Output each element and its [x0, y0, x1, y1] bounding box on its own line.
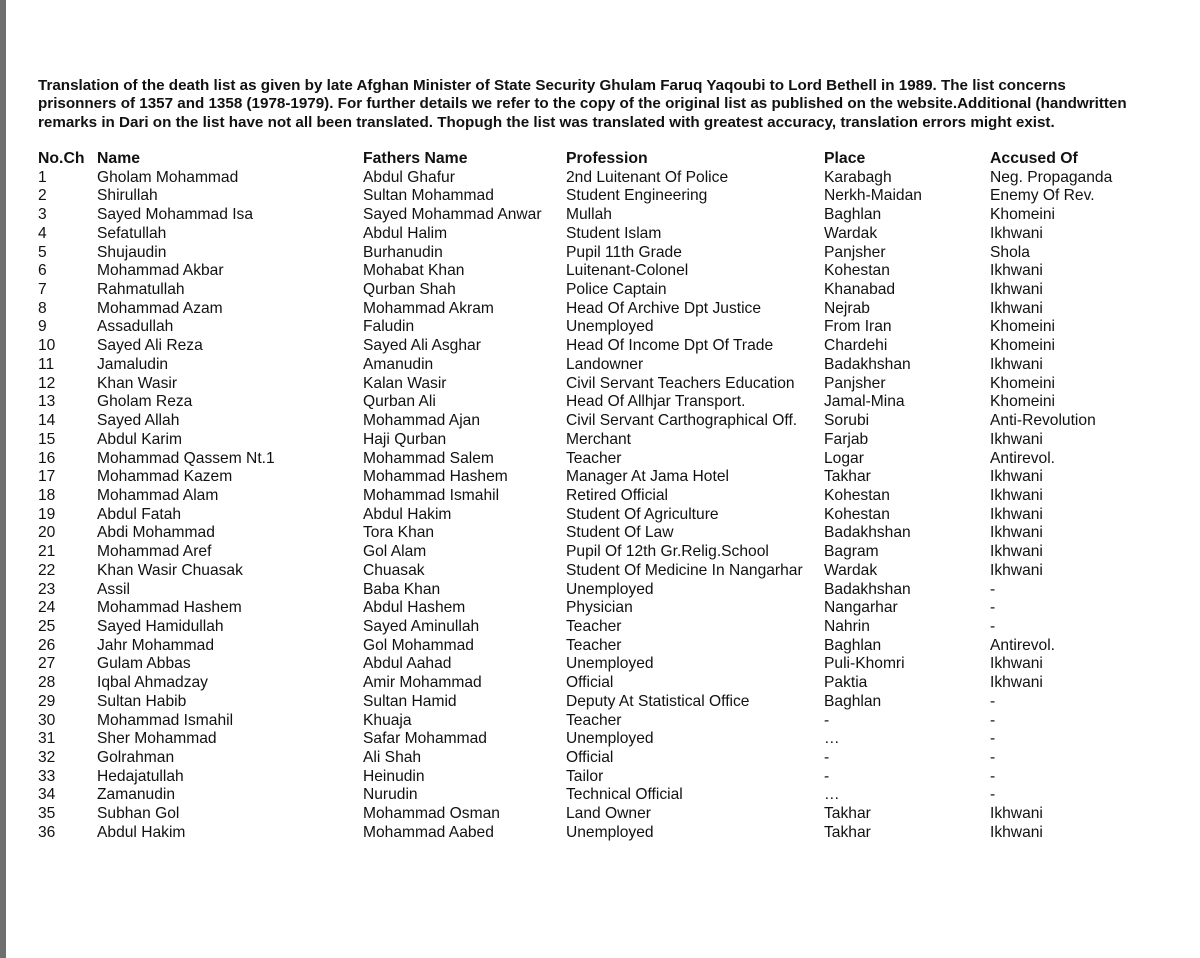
cell-name: Jamaludin	[97, 355, 169, 373]
table-row	[0, 768, 1200, 787]
table-row	[0, 337, 1200, 356]
cell-profession: Student Islam	[566, 224, 662, 242]
cell-fathers-name: Sultan Mohammad	[363, 187, 494, 205]
cell-no: 33	[38, 767, 56, 785]
cell-accused-of: Ikhwani	[990, 281, 1043, 299]
intro-line: prisonners of 1357 and 1358 (1978-1979). For further details we refer to the copy of the original list as published on the website.Additional (handwritten	[38, 95, 1127, 113]
cell-fathers-name: Burhanudin	[363, 243, 443, 261]
cell-no: 34	[38, 786, 56, 804]
cell-profession: Tailor	[566, 767, 604, 785]
cell-profession: Unemployed	[566, 823, 654, 841]
cell-no: 12	[38, 374, 56, 392]
table-row	[0, 599, 1200, 618]
table-row	[0, 169, 1200, 188]
cell-name: Sayed Mohammad Isa	[97, 206, 254, 224]
cell-fathers-name: Gol Mohammad	[363, 636, 474, 654]
cell-accused-of: -	[990, 767, 996, 785]
table-row	[0, 786, 1200, 805]
cell-no: 30	[38, 711, 56, 729]
cell-profession: Technical Official	[566, 786, 683, 804]
cell-no: 14	[38, 412, 56, 430]
cell-accused-of: Ikhwani	[990, 430, 1043, 448]
cell-place: Badakhshan	[824, 355, 911, 373]
intro-line: Translation of the death list as given by late Afghan Minister of State Security Ghulam Faruq Yaqoubi to Lord Bethell in 1989. The list concerns	[38, 77, 1066, 94]
cell-name: Shirullah	[97, 187, 158, 205]
cell-no: 11	[38, 355, 55, 373]
cell-accused-of: Antirevol.	[990, 636, 1056, 654]
cell-no: 21	[38, 543, 56, 561]
cell-place: Badakhshan	[824, 524, 911, 542]
cell-name: Mohammad Aref	[97, 543, 212, 561]
header-name: Name	[97, 150, 141, 167]
cell-accused-of: -	[990, 692, 996, 710]
cell-profession: Manager At Jama Hotel	[566, 468, 729, 486]
cell-profession: Teacher	[566, 636, 622, 654]
table-row	[0, 543, 1200, 562]
cell-accused-of: Neg. Propaganda	[990, 168, 1113, 186]
cell-name: Sayed Ali Reza	[97, 337, 203, 355]
cell-profession: Official	[566, 749, 614, 766]
cell-no: 3	[38, 206, 47, 224]
cell-name: Mohammad Hashem	[97, 599, 242, 617]
intro-line: remarks in Dari on the list have not all been translated. Thopugh the list was translated with greatest accuracy, translation errors might exist.	[38, 113, 1055, 131]
cell-place: Jamal-Mina	[824, 393, 905, 411]
cell-accused-of: Khomeini	[990, 374, 1056, 392]
cell-place: Chardehi	[824, 337, 888, 355]
cell-profession: Head Of Allhjar Transport.	[566, 393, 746, 411]
cell-accused-of: Shola	[990, 243, 1030, 261]
cell-place: Kohestan	[824, 505, 890, 523]
cell-fathers-name: Baba Khan	[363, 580, 441, 598]
table-header-row	[0, 150, 1200, 169]
cell-fathers-name: Mohammad Ajan	[363, 412, 481, 430]
table-row	[0, 824, 1200, 843]
cell-name: Abdul Hakim	[97, 823, 186, 841]
cell-name: Iqbal Ahmadzay	[97, 674, 208, 692]
cell-accused-of: Ikhwani	[990, 224, 1043, 242]
cell-place: Takhar	[824, 805, 871, 823]
cell-place: Kohestan	[824, 486, 890, 504]
cell-no: 29	[38, 692, 56, 710]
cell-fathers-name: Gol Alam	[363, 543, 427, 561]
cell-name: Rahmatullah	[97, 281, 185, 299]
table-row	[0, 506, 1200, 525]
header-no: No.Ch	[38, 150, 85, 167]
cell-fathers-name: Safar Mohammad	[363, 730, 487, 748]
cell-name: Zamanudin	[97, 786, 176, 804]
cell-place: Panjsher	[824, 243, 886, 261]
table-row	[0, 562, 1200, 581]
cell-no: 2	[38, 187, 47, 205]
cell-profession: Student Of Medicine In Nangarhar	[566, 561, 803, 579]
cell-profession: Police Captain	[566, 281, 667, 299]
cell-fathers-name: Ali Shah	[363, 749, 422, 766]
cell-place: Wardak	[824, 561, 878, 579]
table-row	[0, 693, 1200, 712]
table-row	[0, 206, 1200, 225]
cell-fathers-name: Mohammad Akram	[363, 299, 494, 317]
cell-name: Khan Wasir	[97, 374, 178, 392]
cell-place: Logar	[824, 449, 864, 467]
cell-place: Panjsher	[824, 374, 886, 392]
table-row	[0, 356, 1200, 375]
cell-place: Takhar	[824, 468, 871, 486]
cell-place: Karabagh	[824, 168, 892, 186]
cell-name: Abdi Mohammad	[97, 524, 215, 542]
cell-no: 10	[38, 337, 56, 355]
table-row	[0, 487, 1200, 506]
table-row	[0, 225, 1200, 244]
table-row	[0, 730, 1200, 749]
cell-place: Sorubi	[824, 412, 870, 430]
cell-fathers-name: Abdul Hakim	[363, 505, 452, 523]
table-row	[0, 393, 1200, 412]
cell-accused-of: Ikhwani	[990, 655, 1043, 673]
cell-name: Mohammad Kazem	[97, 468, 233, 486]
cell-profession: Land Owner	[566, 805, 651, 823]
cell-name: Assadullah	[97, 318, 174, 336]
cell-place: …	[824, 730, 840, 748]
cell-accused-of: -	[990, 711, 996, 729]
cell-fathers-name: Khuaja	[363, 711, 412, 729]
table-row	[0, 674, 1200, 693]
cell-name: Mohammad Akbar	[97, 262, 224, 280]
table-row	[0, 450, 1200, 469]
cell-accused-of: Enemy Of Rev.	[990, 187, 1095, 205]
cell-fathers-name: Kalan Wasir	[363, 374, 447, 392]
cell-place: Badakhshan	[824, 580, 911, 598]
cell-profession: Civil Servant Carthographical Off.	[566, 412, 798, 430]
table-row	[0, 581, 1200, 600]
cell-fathers-name: Qurban Shah	[363, 281, 456, 299]
cell-accused-of: Ikhwani	[990, 299, 1043, 317]
cell-place: Farjab	[824, 430, 869, 448]
cell-name: Hedajatullah	[97, 767, 184, 785]
cell-place: Nangarhar	[824, 599, 898, 617]
cell-profession: Pupil Of 12th Gr.Relig.School	[566, 543, 769, 561]
table-row	[0, 712, 1200, 731]
header-place: Place	[824, 150, 866, 167]
cell-no: 13	[38, 393, 56, 411]
cell-name: Khan Wasir Chuasak	[97, 561, 243, 579]
table-row	[0, 375, 1200, 394]
cell-fathers-name: Mohammad Ismahil	[363, 486, 500, 504]
cell-profession: Retired Official	[566, 486, 668, 504]
cell-accused-of: -	[990, 730, 996, 748]
cell-accused-of: Ikhwani	[990, 674, 1043, 692]
cell-accused-of: Ikhwani	[990, 355, 1043, 373]
cell-fathers-name: Mohabat Khan	[363, 262, 465, 280]
table-row	[0, 300, 1200, 319]
header-accused-of: Accused Of	[990, 150, 1078, 167]
cell-profession: Physician	[566, 599, 633, 617]
cell-place: Baghlan	[824, 206, 882, 224]
cell-no: 20	[38, 524, 56, 542]
cell-place: From Iran	[824, 318, 892, 336]
cell-profession: Teacher	[566, 617, 622, 635]
cell-profession: Unemployed	[566, 730, 654, 748]
cell-no: 32	[38, 749, 56, 766]
cell-fathers-name: Chuasak	[363, 561, 425, 579]
cell-place: -	[824, 767, 830, 785]
cell-name: Sher Mohammad	[97, 730, 217, 748]
cell-accused-of: -	[990, 580, 996, 598]
cell-no: 7	[38, 281, 47, 299]
cell-fathers-name: Nurudin	[363, 786, 418, 804]
header-fathers-name: Fathers Name	[363, 150, 468, 167]
table-row	[0, 318, 1200, 337]
intro-paragraph	[38, 77, 1200, 132]
table-row	[0, 655, 1200, 674]
cell-profession: Student Engineering	[566, 187, 708, 205]
cell-fathers-name: Abdul Ghafur	[363, 168, 455, 186]
cell-profession: Mullah	[566, 206, 612, 224]
cell-accused-of: Ikhwani	[990, 561, 1043, 579]
cell-place: Nejrab	[824, 299, 870, 317]
cell-no: 35	[38, 805, 56, 823]
cell-place: Nahrin	[824, 617, 870, 635]
table-row	[0, 468, 1200, 487]
cell-profession: Unemployed	[566, 655, 654, 673]
cell-name: Subhan Gol	[97, 805, 180, 823]
cell-accused-of: -	[990, 617, 996, 635]
cell-no: 28	[38, 674, 56, 692]
cell-fathers-name: Tora Khan	[363, 524, 435, 542]
table-row	[0, 637, 1200, 656]
cell-no: 36	[38, 823, 56, 841]
cell-no: 19	[38, 505, 56, 523]
cell-profession: Civil Servant Teachers Education	[566, 374, 795, 392]
cell-profession: Pupil 11th Grade	[566, 243, 682, 261]
cell-fathers-name: Abdul Hashem	[363, 599, 466, 617]
cell-profession: Teacher	[566, 711, 622, 729]
cell-fathers-name: Sayed Aminullah	[363, 617, 480, 635]
cell-accused-of: -	[990, 599, 996, 617]
table-row	[0, 187, 1200, 206]
cell-accused-of: Anti-Revolution	[990, 412, 1096, 430]
cell-place: Paktia	[824, 674, 868, 692]
cell-profession: Luitenant-Colonel	[566, 262, 689, 280]
cell-fathers-name: Heinudin	[363, 767, 425, 785]
cell-profession: Head Of Income Dpt Of Trade	[566, 337, 774, 355]
cell-accused-of: Ikhwani	[990, 805, 1043, 823]
cell-no: 9	[38, 318, 47, 336]
cell-name: Gulam Abbas	[97, 655, 191, 673]
cell-profession: Merchant	[566, 430, 632, 448]
cell-profession: Teacher	[566, 449, 622, 467]
table-row	[0, 281, 1200, 300]
cell-no: 24	[38, 599, 56, 617]
cell-accused-of: Antirevol.	[990, 449, 1056, 467]
cell-place: -	[824, 711, 830, 729]
cell-accused-of: -	[990, 749, 996, 766]
cell-name: Sayed Allah	[97, 412, 180, 430]
cell-profession: Head Of Archive Dpt Justice	[566, 299, 762, 317]
table-row	[0, 244, 1200, 263]
cell-name: Golrahman	[97, 749, 175, 766]
cell-accused-of: Khomeini	[990, 318, 1056, 336]
cell-place: -	[824, 749, 830, 766]
cell-accused-of: Ikhwani	[990, 468, 1043, 486]
cell-place: Baghlan	[824, 692, 882, 710]
cell-accused-of: Ikhwani	[990, 524, 1043, 542]
cell-no: 22	[38, 561, 56, 579]
cell-name: Mohammad Azam	[97, 299, 223, 317]
cell-no: 5	[38, 243, 47, 261]
cell-accused-of: Ikhwani	[990, 505, 1043, 523]
table-row	[0, 805, 1200, 824]
cell-fathers-name: Amanudin	[363, 355, 434, 373]
cell-fathers-name: Mohammad Hashem	[363, 468, 508, 486]
table-row	[0, 431, 1200, 450]
cell-no: 18	[38, 486, 56, 504]
cell-fathers-name: Haji Qurban	[363, 430, 447, 448]
cell-place: Nerkh-Maidan	[824, 187, 922, 205]
cell-accused-of: Khomeini	[990, 206, 1056, 224]
cell-name: Abdul Fatah	[97, 505, 182, 523]
cell-no: 27	[38, 655, 56, 673]
cell-name: Sefatullah	[97, 224, 167, 242]
cell-place: Baghlan	[824, 636, 882, 654]
cell-fathers-name: Amir Mohammad	[363, 674, 482, 692]
cell-fathers-name: Sayed Ali Asghar	[363, 337, 481, 355]
cell-fathers-name: Faludin	[363, 318, 415, 336]
cell-no: 4	[38, 224, 47, 242]
cell-profession: Deputy At Statistical Office	[566, 692, 750, 710]
table-row	[0, 524, 1200, 543]
cell-name: Mohammad Alam	[97, 486, 219, 504]
cell-fathers-name: Sayed Mohammad Anwar	[363, 206, 542, 224]
cell-name: Mohammad Ismahil	[97, 711, 234, 729]
cell-accused-of: Ikhwani	[990, 823, 1043, 841]
cell-no: 8	[38, 299, 47, 317]
cell-accused-of: -	[990, 786, 996, 804]
cell-no: 25	[38, 617, 56, 635]
cell-name: Jahr Mohammad	[97, 636, 214, 654]
death-list-table	[0, 150, 1200, 843]
cell-profession: Student Of Law	[566, 524, 674, 542]
cell-profession: Unemployed	[566, 318, 654, 336]
cell-place: Kohestan	[824, 262, 890, 280]
cell-name: Mohammad Qassem Nt.1	[97, 449, 275, 467]
cell-no: 6	[38, 262, 47, 280]
cell-place: Khanabad	[824, 281, 896, 299]
table-row	[0, 262, 1200, 281]
cell-no: 17	[38, 468, 56, 486]
table-row	[0, 749, 1200, 768]
header-profession: Profession	[566, 150, 648, 167]
cell-fathers-name: Qurban Ali	[363, 393, 436, 411]
cell-name: Shujaudin	[97, 243, 167, 261]
cell-profession: Unemployed	[566, 580, 654, 598]
cell-profession: Landowner	[566, 355, 644, 373]
cell-name: Gholam Reza	[97, 393, 193, 411]
cell-place: Wardak	[824, 224, 878, 242]
cell-no: 26	[38, 636, 56, 654]
cell-no: 16	[38, 449, 56, 467]
cell-accused-of: Ikhwani	[990, 262, 1043, 280]
cell-fathers-name: Mohammad Aabed	[363, 823, 494, 841]
cell-profession: 2nd Luitenant Of Police	[566, 168, 729, 186]
cell-profession: Official	[566, 674, 614, 692]
cell-fathers-name: Sultan Hamid	[363, 692, 457, 710]
cell-profession: Student Of Agriculture	[566, 505, 719, 523]
cell-name: Abdul Karim	[97, 430, 182, 448]
cell-no: 31	[38, 730, 56, 748]
cell-name: Sultan Habib	[97, 692, 187, 710]
cell-place: …	[824, 786, 840, 804]
cell-fathers-name: Abdul Halim	[363, 224, 448, 242]
cell-fathers-name: Mohammad Salem	[363, 449, 494, 467]
cell-no: 23	[38, 580, 56, 598]
cell-name: Assil	[97, 580, 130, 598]
cell-place: Puli-Khomri	[824, 655, 905, 673]
cell-accused-of: Khomeini	[990, 393, 1056, 411]
cell-place: Takhar	[824, 823, 871, 841]
cell-no: 15	[38, 430, 56, 448]
cell-name: Sayed Hamidullah	[97, 617, 224, 635]
cell-accused-of: Ikhwani	[990, 486, 1043, 504]
cell-name: Gholam Mohammad	[97, 168, 239, 186]
table-row	[0, 618, 1200, 637]
table-row	[0, 412, 1200, 431]
cell-accused-of: Ikhwani	[990, 543, 1043, 561]
cell-fathers-name: Mohammad Osman	[363, 805, 500, 823]
cell-fathers-name: Abdul Aahad	[363, 655, 452, 673]
cell-place: Bagram	[824, 543, 879, 561]
cell-no: 1	[38, 168, 47, 186]
cell-accused-of: Khomeini	[990, 337, 1056, 355]
